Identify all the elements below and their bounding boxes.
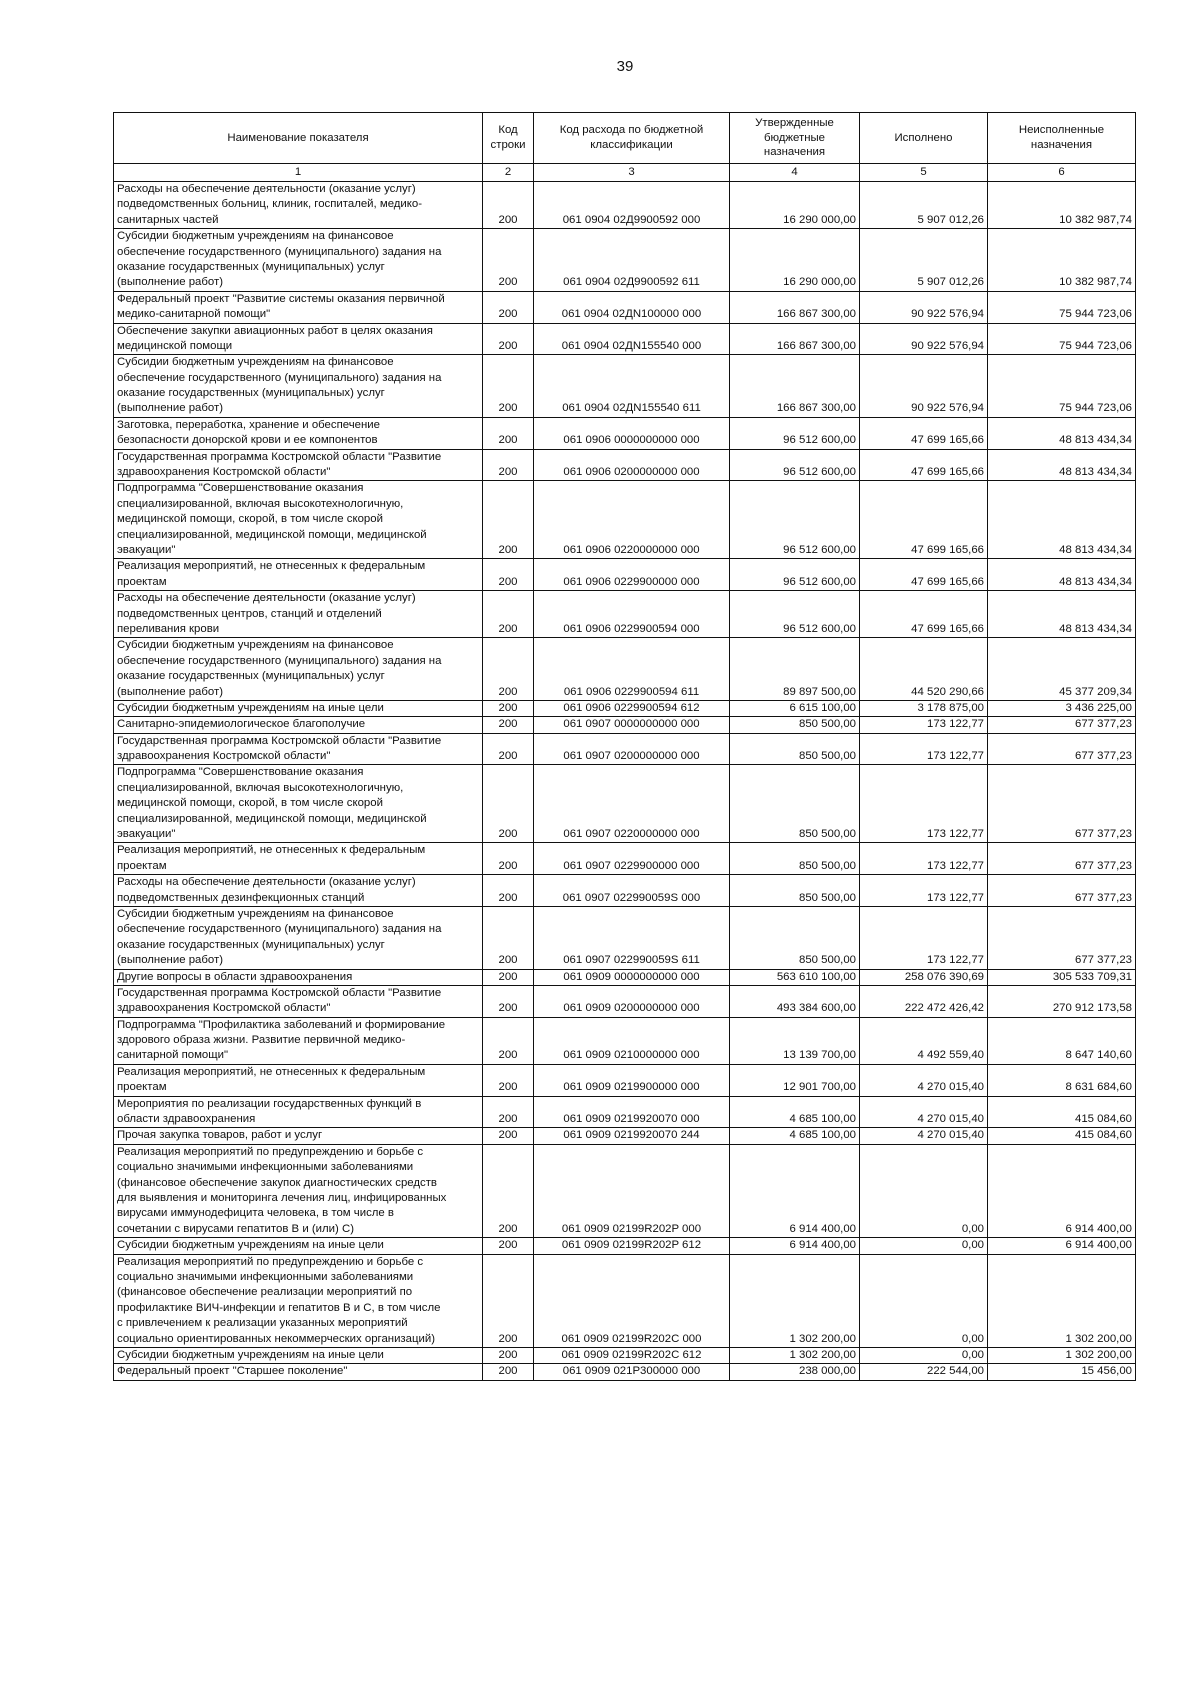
row-indicator-name: Субсидии бюджетным учреждениям на иные цели — [114, 1347, 483, 1363]
row-approved-amount: 4 685 100,00 — [730, 1096, 860, 1128]
budget-report-table — [113, 112, 1136, 1381]
row-budget-code: 061 0909 02199R202P 612 — [534, 1238, 730, 1254]
row-indicator-name: Федеральный проект "Развитие системы оказания первичной медико-санитарной помощи" — [114, 291, 483, 323]
row-indicator-name: Реализация мероприятий, не отнесенных к федеральным проектам — [114, 1064, 483, 1096]
row-indicator-name: Реализация мероприятий, не отнесенных к федеральным проектам — [114, 559, 483, 591]
row-budget-code: 061 0907 0000000000 000 — [534, 717, 730, 733]
table-row — [114, 559, 1136, 591]
row-executed-amount: 47 699 165,66 — [860, 591, 988, 638]
header-budget-code: Код расхода по бюджетной классификации — [534, 113, 730, 164]
row-executed-amount: 5 907 012,26 — [860, 229, 988, 292]
table-row — [114, 417, 1136, 449]
row-unexecuted-amount: 677 377,23 — [988, 906, 1136, 969]
table-row — [114, 1096, 1136, 1128]
row-unexecuted-amount: 10 382 987,74 — [988, 229, 1136, 292]
row-indicator-name: Заготовка, переработка, хранение и обеспечение безопасности донорской крови и ее компонентов — [114, 417, 483, 449]
row-approved-amount: 96 512 600,00 — [730, 591, 860, 638]
row-executed-amount: 173 122,77 — [860, 906, 988, 969]
row-indicator-name: Другие вопросы в области здравоохранения — [114, 969, 483, 985]
table-row — [114, 843, 1136, 875]
row-line-code: 200 — [483, 969, 534, 985]
row-unexecuted-amount: 75 944 723,06 — [988, 291, 1136, 323]
row-executed-amount: 222 544,00 — [860, 1364, 988, 1380]
row-budget-code: 061 0909 0219920070 244 — [534, 1128, 730, 1144]
row-budget-code: 061 0909 0000000000 000 — [534, 969, 730, 985]
row-line-code: 200 — [483, 182, 534, 229]
row-budget-code: 061 0904 02Д9900592 611 — [534, 229, 730, 292]
row-line-code: 200 — [483, 843, 534, 875]
row-approved-amount: 166 867 300,00 — [730, 291, 860, 323]
row-executed-amount: 173 122,77 — [860, 733, 988, 765]
row-unexecuted-amount: 415 084,60 — [988, 1128, 1136, 1144]
row-approved-amount: 13 139 700,00 — [730, 1017, 860, 1064]
row-line-code: 200 — [483, 1144, 534, 1237]
table-row — [114, 765, 1136, 843]
row-budget-code: 061 0909 021P300000 000 — [534, 1364, 730, 1380]
row-budget-code: 061 0906 0229900594 000 — [534, 591, 730, 638]
column-number: 1 — [114, 164, 483, 182]
row-executed-amount: 90 922 576,94 — [860, 291, 988, 323]
page-number: 39 — [616, 58, 634, 75]
row-line-code: 200 — [483, 355, 534, 418]
row-unexecuted-amount: 677 377,23 — [988, 875, 1136, 907]
row-line-code: 200 — [483, 1364, 534, 1380]
table-header-row — [114, 113, 1136, 164]
row-unexecuted-amount: 1 302 200,00 — [988, 1347, 1136, 1363]
header-line-code: Код строки — [483, 113, 534, 164]
row-executed-amount: 0,00 — [860, 1254, 988, 1347]
column-number: 4 — [730, 164, 860, 182]
table-row — [114, 638, 1136, 701]
row-unexecuted-amount: 6 914 400,00 — [988, 1238, 1136, 1254]
row-executed-amount: 173 122,77 — [860, 875, 988, 907]
row-executed-amount: 5 907 012,26 — [860, 182, 988, 229]
row-approved-amount: 6 914 400,00 — [730, 1144, 860, 1237]
row-approved-amount: 850 500,00 — [730, 733, 860, 765]
row-line-code: 200 — [483, 1238, 534, 1254]
row-budget-code: 061 0906 0000000000 000 — [534, 417, 730, 449]
row-executed-amount: 47 699 165,66 — [860, 481, 988, 559]
row-line-code: 200 — [483, 1128, 534, 1144]
row-line-code: 200 — [483, 765, 534, 843]
row-line-code: 200 — [483, 985, 534, 1017]
row-executed-amount: 4 270 015,40 — [860, 1128, 988, 1144]
row-approved-amount: 12 901 700,00 — [730, 1064, 860, 1096]
row-budget-code: 061 0906 0200000000 000 — [534, 449, 730, 481]
table-row — [114, 355, 1136, 418]
row-line-code: 200 — [483, 1064, 534, 1096]
table-row — [114, 1064, 1136, 1096]
row-approved-amount: 16 290 000,00 — [730, 229, 860, 292]
row-unexecuted-amount: 8 647 140,60 — [988, 1017, 1136, 1064]
row-executed-amount: 90 922 576,94 — [860, 323, 988, 355]
row-indicator-name: Подпрограмма "Совершенствование оказания специализированной, включая высокотехнологичную, медицинской помощи, скорой, в том числе скорой специализированной, медицинской помощи, медицинской эвакуации" — [114, 765, 483, 843]
row-unexecuted-amount: 48 813 434,34 — [988, 449, 1136, 481]
row-indicator-name: Санитарно-эпидемиологическое благополучие — [114, 717, 483, 733]
row-indicator-name: Государственная программа Костромской области "Развитие здравоохранения Костромской области" — [114, 449, 483, 481]
row-budget-code: 061 0907 0220000000 000 — [534, 765, 730, 843]
row-indicator-name: Расходы на обеспечение деятельности (оказание услуг) подведомственных центров, станций и отделений переливания крови — [114, 591, 483, 638]
row-indicator-name: Подпрограмма "Совершенствование оказания специализированной, включая высокотехнологичную, медицинской помощи, скорой, в том числе скорой специализированной, медицинской помощи, медицинской эвакуации" — [114, 481, 483, 559]
row-executed-amount: 0,00 — [860, 1347, 988, 1363]
row-line-code: 200 — [483, 638, 534, 701]
row-indicator-name: Субсидии бюджетным учреждениям на иные цели — [114, 700, 483, 716]
row-indicator-name: Прочая закупка товаров, работ и услуг — [114, 1128, 483, 1144]
row-line-code: 200 — [483, 733, 534, 765]
row-indicator-name: Подпрограмма "Профилактика заболеваний и формирование здорового образа жизни. Развитие первичной медико- санитарной помощи" — [114, 1017, 483, 1064]
row-unexecuted-amount: 677 377,23 — [988, 717, 1136, 733]
row-executed-amount: 47 699 165,66 — [860, 559, 988, 591]
row-approved-amount: 850 500,00 — [730, 765, 860, 843]
table-row — [114, 1144, 1136, 1237]
table-row — [114, 700, 1136, 716]
row-indicator-name: Государственная программа Костромской области "Развитие здравоохранения Костромской области" — [114, 985, 483, 1017]
table-row — [114, 1254, 1136, 1347]
row-budget-code: 061 0904 02ДN155540 000 — [534, 323, 730, 355]
row-budget-code: 061 0904 02ДN155540 611 — [534, 355, 730, 418]
table-row — [114, 733, 1136, 765]
row-unexecuted-amount: 8 631 684,60 — [988, 1064, 1136, 1096]
table-body — [114, 182, 1136, 1381]
row-executed-amount: 173 122,77 — [860, 765, 988, 843]
column-number: 3 — [534, 164, 730, 182]
row-executed-amount: 173 122,77 — [860, 717, 988, 733]
row-budget-code: 061 0904 02Д9900592 000 — [534, 182, 730, 229]
row-budget-code: 061 0907 022990059S 611 — [534, 906, 730, 969]
row-indicator-name: Субсидии бюджетным учреждениям на финансовое обеспечение государственного (муниципального) задания на оказание государственных (муниципальных) услуг (выполнение работ) — [114, 355, 483, 418]
row-executed-amount: 222 472 426,42 — [860, 985, 988, 1017]
row-executed-amount: 47 699 165,66 — [860, 417, 988, 449]
row-unexecuted-amount: 3 436 225,00 — [988, 700, 1136, 716]
row-line-code: 200 — [483, 449, 534, 481]
row-executed-amount: 4 270 015,40 — [860, 1064, 988, 1096]
row-approved-amount: 96 512 600,00 — [730, 449, 860, 481]
table-row — [114, 985, 1136, 1017]
row-indicator-name: Субсидии бюджетным учреждениям на финансовое обеспечение государственного (муниципального) задания на оказание государственных (муниципальных) услуг (выполнение работ) — [114, 638, 483, 701]
row-line-code: 200 — [483, 1254, 534, 1347]
row-approved-amount: 4 685 100,00 — [730, 1128, 860, 1144]
row-line-code: 200 — [483, 906, 534, 969]
row-line-code: 200 — [483, 1096, 534, 1128]
row-indicator-name: Реализация мероприятий по предупреждению и борьбе с социально значимыми инфекционными заболеваниями (финансовое обеспечение закупок диагностических средств для выявления и мониторинга лечения лиц, инфицированных вирусами иммунодефицита человека, в том числе в сочетании с вирусами гепатитов В и (или) С) — [114, 1144, 483, 1237]
row-approved-amount: 1 302 200,00 — [730, 1347, 860, 1363]
row-unexecuted-amount: 677 377,23 — [988, 843, 1136, 875]
row-unexecuted-amount: 1 302 200,00 — [988, 1254, 1136, 1347]
column-number: 5 — [860, 164, 988, 182]
row-approved-amount: 563 610 100,00 — [730, 969, 860, 985]
row-budget-code: 061 0904 02ДN100000 000 — [534, 291, 730, 323]
row-budget-code: 061 0909 0219900000 000 — [534, 1064, 730, 1096]
table-row — [114, 1347, 1136, 1363]
row-budget-code: 061 0909 02199R202C 612 — [534, 1347, 730, 1363]
table-row — [114, 591, 1136, 638]
row-budget-code: 061 0909 0210000000 000 — [534, 1017, 730, 1064]
row-indicator-name: Обеспечение закупки авиационных работ в целях оказания медицинской помощи — [114, 323, 483, 355]
row-approved-amount: 850 500,00 — [730, 717, 860, 733]
row-budget-code: 061 0909 02199R202P 000 — [534, 1144, 730, 1237]
row-approved-amount: 850 500,00 — [730, 906, 860, 969]
table-row — [114, 969, 1136, 985]
row-indicator-name: Субсидии бюджетным учреждениям на финансовое обеспечение государственного (муниципального) задания на оказание государственных (муниципальных) услуг (выполнение работ) — [114, 229, 483, 292]
row-budget-code: 061 0906 0229900594 612 — [534, 700, 730, 716]
column-number-row — [114, 164, 1136, 182]
row-line-code: 200 — [483, 291, 534, 323]
row-line-code: 200 — [483, 591, 534, 638]
row-unexecuted-amount: 6 914 400,00 — [988, 1144, 1136, 1237]
row-line-code: 200 — [483, 229, 534, 292]
row-executed-amount: 44 520 290,66 — [860, 638, 988, 701]
row-indicator-name: Расходы на обеспечение деятельности (оказание услуг) подведомственных дезинфекционных станций — [114, 875, 483, 907]
row-executed-amount: 4 492 559,40 — [860, 1017, 988, 1064]
row-executed-amount: 3 178 875,00 — [860, 700, 988, 716]
row-unexecuted-amount: 75 944 723,06 — [988, 323, 1136, 355]
table-row — [114, 906, 1136, 969]
row-line-code: 200 — [483, 1347, 534, 1363]
row-line-code: 200 — [483, 700, 534, 716]
row-approved-amount: 238 000,00 — [730, 1364, 860, 1380]
column-number: 6 — [988, 164, 1136, 182]
row-executed-amount: 47 699 165,66 — [860, 449, 988, 481]
row-unexecuted-amount: 48 813 434,34 — [988, 559, 1136, 591]
row-approved-amount: 850 500,00 — [730, 875, 860, 907]
row-unexecuted-amount: 305 533 709,31 — [988, 969, 1136, 985]
table-row — [114, 1128, 1136, 1144]
table-row — [114, 1238, 1136, 1254]
row-line-code: 200 — [483, 875, 534, 907]
row-budget-code: 061 0906 0229900594 611 — [534, 638, 730, 701]
header-unexecuted: Неисполненные назначения — [988, 113, 1136, 164]
row-budget-code: 061 0907 022990059S 000 — [534, 875, 730, 907]
row-indicator-name: Субсидии бюджетным учреждениям на финансовое обеспечение государственного (муниципального) задания на оказание государственных (муниципальных) услуг (выполнение работ) — [114, 906, 483, 969]
row-approved-amount: 96 512 600,00 — [730, 417, 860, 449]
row-line-code: 200 — [483, 717, 534, 733]
row-unexecuted-amount: 270 912 173,58 — [988, 985, 1136, 1017]
row-unexecuted-amount: 415 084,60 — [988, 1096, 1136, 1128]
header-indicator-name: Наименование показателя — [114, 113, 483, 164]
row-unexecuted-amount: 48 813 434,34 — [988, 481, 1136, 559]
row-line-code: 200 — [483, 1017, 534, 1064]
row-executed-amount: 173 122,77 — [860, 843, 988, 875]
row-unexecuted-amount: 45 377 209,34 — [988, 638, 1136, 701]
row-approved-amount: 1 302 200,00 — [730, 1254, 860, 1347]
row-budget-code: 061 0906 0220000000 000 — [534, 481, 730, 559]
row-approved-amount: 96 512 600,00 — [730, 559, 860, 591]
row-indicator-name: Субсидии бюджетным учреждениям на иные цели — [114, 1238, 483, 1254]
row-indicator-name: Реализация мероприятий по предупреждению и борьбе с социально значимыми инфекционными заболеваниями (финансовое обеспечение реализации мероприятий по профилактике ВИЧ-инфекции и гепатитов В и С, в том числе с привлечением к реализации указанных мероприятий социально ориентированных некоммерческих организаций) — [114, 1254, 483, 1347]
row-unexecuted-amount: 75 944 723,06 — [988, 355, 1136, 418]
row-approved-amount: 6 914 400,00 — [730, 1238, 860, 1254]
row-executed-amount: 90 922 576,94 — [860, 355, 988, 418]
row-indicator-name: Федеральный проект "Старшее поколение" — [114, 1364, 483, 1380]
row-budget-code: 061 0909 02199R202C 000 — [534, 1254, 730, 1347]
row-approved-amount: 89 897 500,00 — [730, 638, 860, 701]
row-budget-code: 061 0909 0200000000 000 — [534, 985, 730, 1017]
row-approved-amount: 493 384 600,00 — [730, 985, 860, 1017]
row-unexecuted-amount: 15 456,00 — [988, 1364, 1136, 1380]
row-indicator-name: Государственная программа Костромской области "Развитие здравоохранения Костромской области" — [114, 733, 483, 765]
row-unexecuted-amount: 10 382 987,74 — [988, 182, 1136, 229]
table-row — [114, 875, 1136, 907]
row-approved-amount: 6 615 100,00 — [730, 700, 860, 716]
row-approved-amount: 166 867 300,00 — [730, 355, 860, 418]
row-line-code: 200 — [483, 417, 534, 449]
table-row — [114, 291, 1136, 323]
row-budget-code: 061 0909 0219920070 000 — [534, 1096, 730, 1128]
table-row — [114, 449, 1136, 481]
row-budget-code: 061 0907 0229900000 000 — [534, 843, 730, 875]
table-row — [114, 323, 1136, 355]
table-row — [114, 182, 1136, 229]
row-unexecuted-amount: 677 377,23 — [988, 765, 1136, 843]
row-approved-amount: 96 512 600,00 — [730, 481, 860, 559]
column-number: 2 — [483, 164, 534, 182]
row-unexecuted-amount: 48 813 434,34 — [988, 591, 1136, 638]
table-row — [114, 229, 1136, 292]
row-executed-amount: 4 270 015,40 — [860, 1096, 988, 1128]
row-budget-code: 061 0906 0229900000 000 — [534, 559, 730, 591]
row-executed-amount: 0,00 — [860, 1238, 988, 1254]
table-row — [114, 1364, 1136, 1380]
row-line-code: 200 — [483, 323, 534, 355]
row-line-code: 200 — [483, 481, 534, 559]
row-executed-amount: 0,00 — [860, 1144, 988, 1237]
row-executed-amount: 258 076 390,69 — [860, 969, 988, 985]
header-approved: Утвержденные бюджетные назначения — [730, 113, 860, 164]
row-indicator-name: Мероприятия по реализации государственных функций в области здравоохранения — [114, 1096, 483, 1128]
row-unexecuted-amount: 677 377,23 — [988, 733, 1136, 765]
table-row — [114, 481, 1136, 559]
row-indicator-name: Реализация мероприятий, не отнесенных к федеральным проектам — [114, 843, 483, 875]
row-budget-code: 061 0907 0200000000 000 — [534, 733, 730, 765]
row-line-code: 200 — [483, 559, 534, 591]
row-approved-amount: 850 500,00 — [730, 843, 860, 875]
table-row — [114, 1017, 1136, 1064]
row-approved-amount: 166 867 300,00 — [730, 323, 860, 355]
row-indicator-name: Расходы на обеспечение деятельности (оказание услуг) подведомственных больниц, клиник, госпиталей, медико- санитарных частей — [114, 182, 483, 229]
header-executed: Исполнено — [860, 113, 988, 164]
row-unexecuted-amount: 48 813 434,34 — [988, 417, 1136, 449]
row-approved-amount: 16 290 000,00 — [730, 182, 860, 229]
table-row — [114, 717, 1136, 733]
